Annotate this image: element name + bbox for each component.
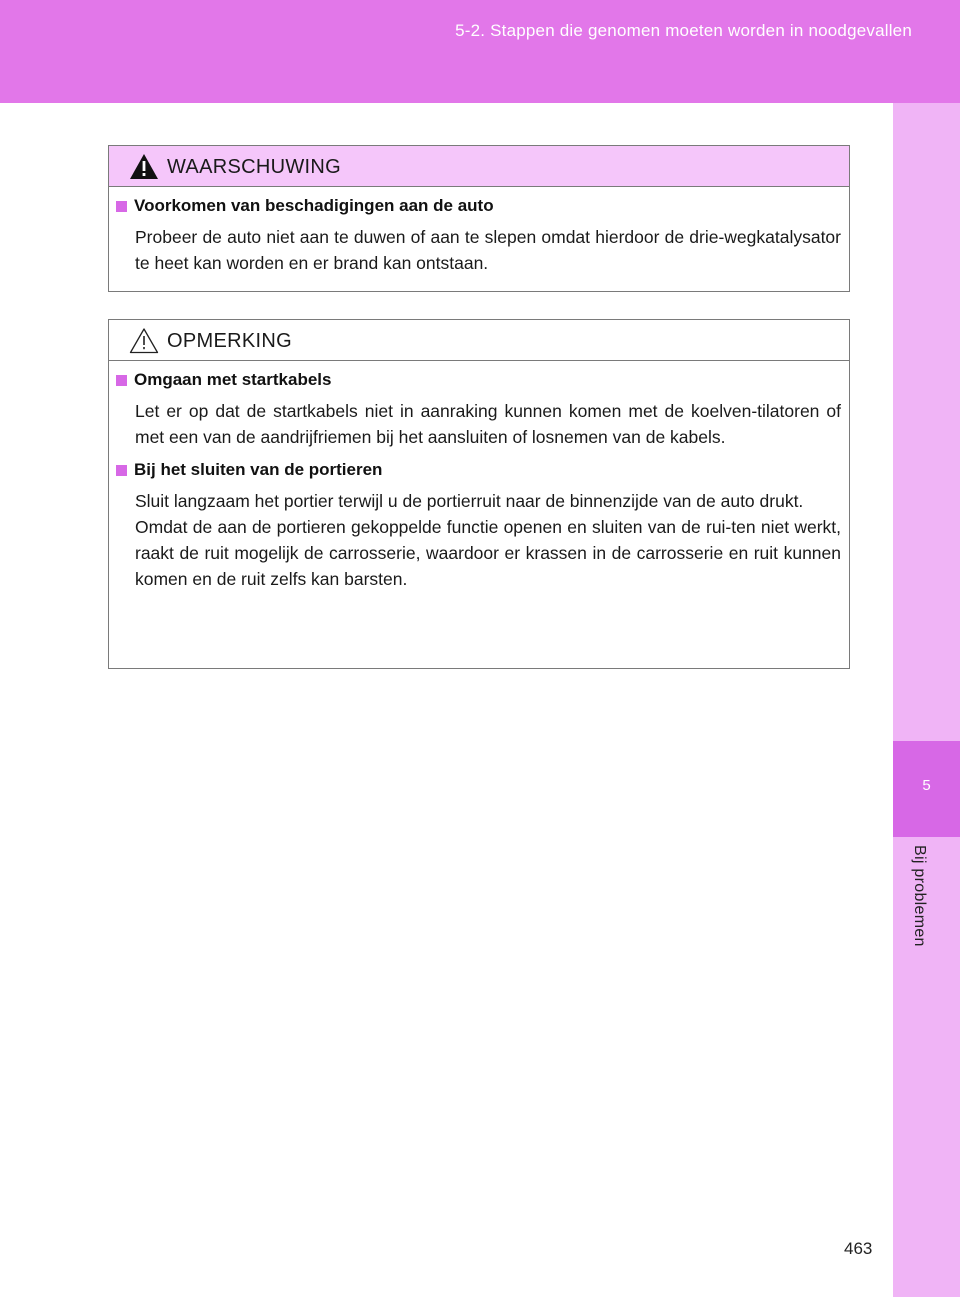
warning-item-paragraph: Probeer de auto niet aan te duwen of aan te slepen omdat hierdoor de drie-wegkatalysator te heet kan worden en er brand kan ontstaan. <box>135 227 841 273</box>
notice-item-heading <box>115 368 841 392</box>
warning-item-heading-text: Voorkomen van beschadigingen aan de auto <box>134 196 494 215</box>
notice-box <box>108 319 850 669</box>
page-number: 463 <box>844 1239 873 1258</box>
chapter-number: 5 <box>922 777 931 794</box>
warning-body <box>109 187 849 276</box>
notice-body <box>109 361 849 592</box>
square-bullet-icon <box>116 201 127 212</box>
warning-item-text <box>135 224 841 276</box>
warning-title: WAARSCHUWING <box>167 156 341 178</box>
notice-item-heading-text: Bij het sluiten van de portieren <box>134 460 383 479</box>
square-bullet-icon <box>116 375 127 386</box>
notice-header <box>109 320 849 361</box>
chapter-label: Bij problemen <box>911 845 928 947</box>
notice-item-paragraph: Sluit langzaam het portier terwijl u de portierruit naar de binnenzijde van de auto drukt. <box>135 491 804 511</box>
warning-header <box>109 146 849 187</box>
chapter-tab[interactable] <box>893 741 960 837</box>
side-strip <box>893 103 960 1297</box>
warning-item-heading <box>115 194 841 218</box>
warning-box <box>108 145 850 292</box>
warning-filled-icon <box>129 153 159 180</box>
notice-item-heading <box>115 458 841 482</box>
section-title: 5-2. Stappen die genomen moeten worden in noodgevallen <box>455 21 912 40</box>
header-band <box>0 0 960 103</box>
notice-item-text <box>135 488 841 592</box>
notice-item-paragraph: Let er op dat de startkabels niet in aanraking kunnen komen met de koelven-tilatoren of met een van de aandrijfriemen bij het aansluiten of losnemen van de kabels. <box>135 401 841 447</box>
notice-item-paragraph: Omdat de aan de portieren gekoppelde functie openen en sluiten van de rui-ten niet werkt, raakt de ruit mogelijk de carrosserie, waardoor er krassen in de carrosserie en ruit kunnen komen en de ruit zelfs kan barsten. <box>135 517 841 589</box>
notice-title: OPMERKING <box>167 330 292 352</box>
square-bullet-icon <box>116 465 127 476</box>
notice-item-heading-text: Omgaan met startkabels <box>134 370 332 389</box>
caution-outline-icon <box>129 327 159 354</box>
notice-item-text <box>135 398 841 450</box>
